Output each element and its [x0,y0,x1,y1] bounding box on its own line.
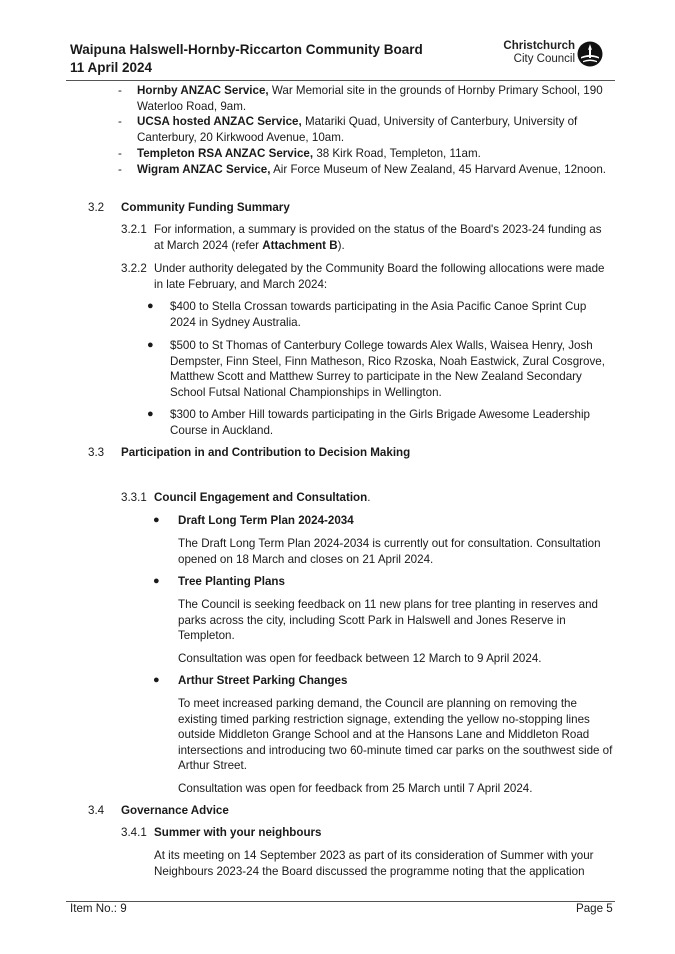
consultation-title: Tree Planting Plans [178,575,285,588]
section-title: Community Funding Summary [121,201,290,214]
allocation-item: $300 to Amber Hill towards participating in the Girls Brigade Awesome Leadership Course in Auckland. [170,408,590,437]
cathedral-logo-icon [577,41,603,67]
board-name: Waipuna Halswell-Hornby-Riccarton Community Board [70,42,423,57]
consultation-title: Arthur Street Parking Changes [178,674,348,687]
allocations-intro: Under authority delegated by the Community Board the following allocations were made in late February, and March 2024: [154,262,605,291]
section-number: 3.2 [88,201,105,214]
attachment-reference: Attachment B [262,238,338,252]
consultation-description: The Council is seeking feedback on 11 new plans for tree planting in reserves and parks across the city, including Scott Park in Halswell and Jones Reserve in Templeton. [178,598,598,642]
service-name: Templeton RSA ANZAC Service, [137,147,314,160]
governance-paragraph: At its meeting on 14 September 2023 as part of its consideration of Summer with your Neighbours 2023-24 the Board discussed the programme noting that the application [154,849,594,878]
consultation-dates: Consultation was open for feedback between 12 March to 9 April 2024. [178,652,542,665]
allocation-item: $400 to Stella Crossan towards participating in the Asia Pacific Canoe Sprint Cup 2024 in Sydney Australia. [170,300,587,329]
bullet-icon: ● [147,408,154,420]
paragraph-number: 3.2.1 [121,223,147,236]
service-name: Wigram ANZAC Service, [137,163,271,176]
service-name: Hornby ANZAC Service, [137,84,269,97]
consultation-description: To meet increased parking demand, the Council are planning on removing the existing timed parking restriction signage, extending the yellow no-stopping lines outside Middleton Grange School and at the Hansons Lane and Middleton Road intersections and introducing two 60-minute timed car parks on the southwest side of Arthur Street. [178,697,613,772]
subsection-title: Council Engagement and Consultation. [154,491,371,504]
logo-line-1: Christchurch [503,40,575,52]
document-header [70,41,450,77]
paragraph-number: 3.3.1 [121,491,147,504]
consultation-title: Draft Long Term Plan 2024-2034 [178,514,354,527]
header-divider [66,80,615,81]
footer-divider [66,901,615,902]
section-title: Governance Advice [121,804,229,817]
bullet-icon: ● [147,300,154,312]
section-title: Participation in and Contribution to Decision Making [121,446,411,459]
paragraph-number: 3.4.1 [121,826,147,839]
bullet-icon: ● [153,514,160,526]
section-number: 3.3 [88,446,105,459]
meeting-date: 11 April 2024 [70,60,153,75]
council-logo [497,40,607,70]
subsection-title: Summer with your neighbours [154,826,322,839]
bullet-icon: ● [153,674,160,686]
service-name: UCSA hosted ANZAC Service, [137,115,302,128]
bullet-icon: ● [153,575,160,587]
consultation-dates: Consultation was open for feedback from 25 March until 7 April 2024. [178,782,533,795]
paragraph-number: 3.2.2 [121,262,147,275]
page-number: Page 5 [576,902,613,915]
item-number: Item No.: 9 [70,902,127,915]
logo-line-2: City Council [513,53,575,65]
allocation-item: $500 to St Thomas of Canterbury College towards Alex Walls, Waisea Henry, Josh Dempster, Finn Steel, Finn Matheson, Rico Rzoska, Noah Eastwick, Zural Cosgrove, Matthew Scott and Matthew Surrey to participate in the New Zealand Secondary School Futsal National Championships in Wellington. [170,339,605,399]
section-number: 3.4 [88,804,105,817]
consultation-description: The Draft Long Term Plan 2024-2034 is currently out for consultation. Consultation opened on 18 March and closes on 21 April 2024. [178,537,601,566]
bullet-icon: ● [147,339,154,351]
funding-status-paragraph: For information, a summary is provided on the status of the Board's 2023-24 funding as at March 2024 (refer Attachment B). [154,223,602,252]
